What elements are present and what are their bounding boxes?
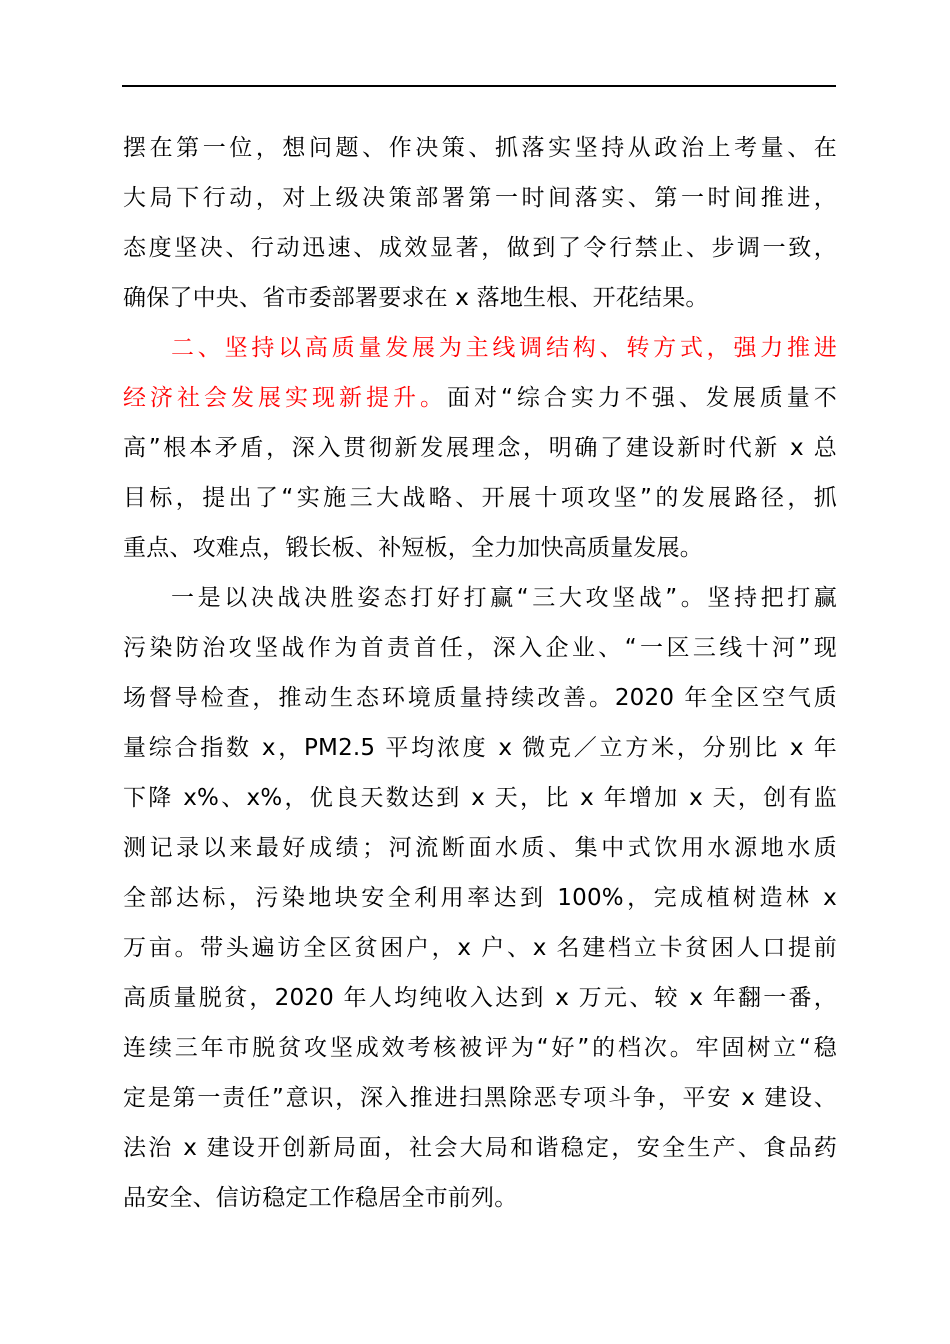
document-body xyxy=(123,123,837,1223)
text-segment: 面对“综合实力不强、发展质量不 xyxy=(446,385,837,411)
text-line xyxy=(123,373,837,423)
section-heading-tail: 经济社会发展实现新提升。 xyxy=(123,385,447,411)
text-line: 量综合指数 x，PM2.5 平均浓度 x 微克／立方米，分别比 x 年 xyxy=(123,735,837,761)
text-line: 目标，提出了“实施三大战略、开展十项攻坚”的发展路径，抓 xyxy=(123,485,837,511)
text-line: 污染防治攻坚战作为首责首任，深入企业、“一区三线十河”现 xyxy=(123,635,837,661)
text-line: 大局下行动，对上级决策部署第一时间落实、第一时间推进， xyxy=(123,185,837,211)
text-line: 品安全、信访稳定工作稳居全市前列。 xyxy=(123,1185,518,1211)
text-line: 万亩。带头遍访全区贫困户，x 户、x 名建档立卡贫困人口提前 xyxy=(123,935,837,961)
header-rule xyxy=(122,85,836,87)
text-line: 高质量脱贫，2020 年人均纯收入达到 x 万元、较 x 年翻一番， xyxy=(123,985,837,1011)
text-line: 确保了中央、省市委部署要求在 x 落地生根、开花结果。 xyxy=(123,285,709,311)
text-line: 一是以决战决胜姿态打好打赢“三大攻坚战”。坚持把打赢 xyxy=(171,585,837,611)
text-line: 全部达标，污染地块安全利用率达到 100%，完成植树造林 x xyxy=(123,885,837,911)
text-line: 连续三年市脱贫攻坚成效考核被评为“好”的档次。牢固树立“稳 xyxy=(123,1035,837,1061)
text-line: 场督导检查，推动生态环境质量持续改善。2020 年全区空气质 xyxy=(123,685,837,711)
section-heading-line: 二、坚持以高质量发展为主线调结构、转方式，强力推进 xyxy=(171,335,837,361)
text-line: 态度坚决、行动迅速、成效显著，做到了令行禁止、步调一致， xyxy=(123,235,837,261)
text-line: 重点、攻难点，锻长板、补短板，全力加快高质量发展。 xyxy=(123,535,703,561)
text-line: 摆在第一位，想问题、作决策、抓落实坚持从政治上考量、在 xyxy=(123,135,837,161)
text-line: 定是第一责任”意识，深入推进扫黑除恶专项斗争，平安 x 建设、 xyxy=(123,1085,837,1111)
text-line: 高”根本矛盾，深入贯彻新发展理念，明确了建设新时代新 x 总 xyxy=(123,435,837,461)
text-line: 测记录以来最好成绩；河流断面水质、集中式饮用水源地水质 xyxy=(123,835,837,861)
text-line: 法治 x 建设开创新局面，社会大局和谐稳定，安全生产、食品药 xyxy=(123,1135,837,1161)
text-line: 下降 x%、x%，优良天数达到 x 天，比 x 年增加 x 天，创有监 xyxy=(123,785,837,811)
